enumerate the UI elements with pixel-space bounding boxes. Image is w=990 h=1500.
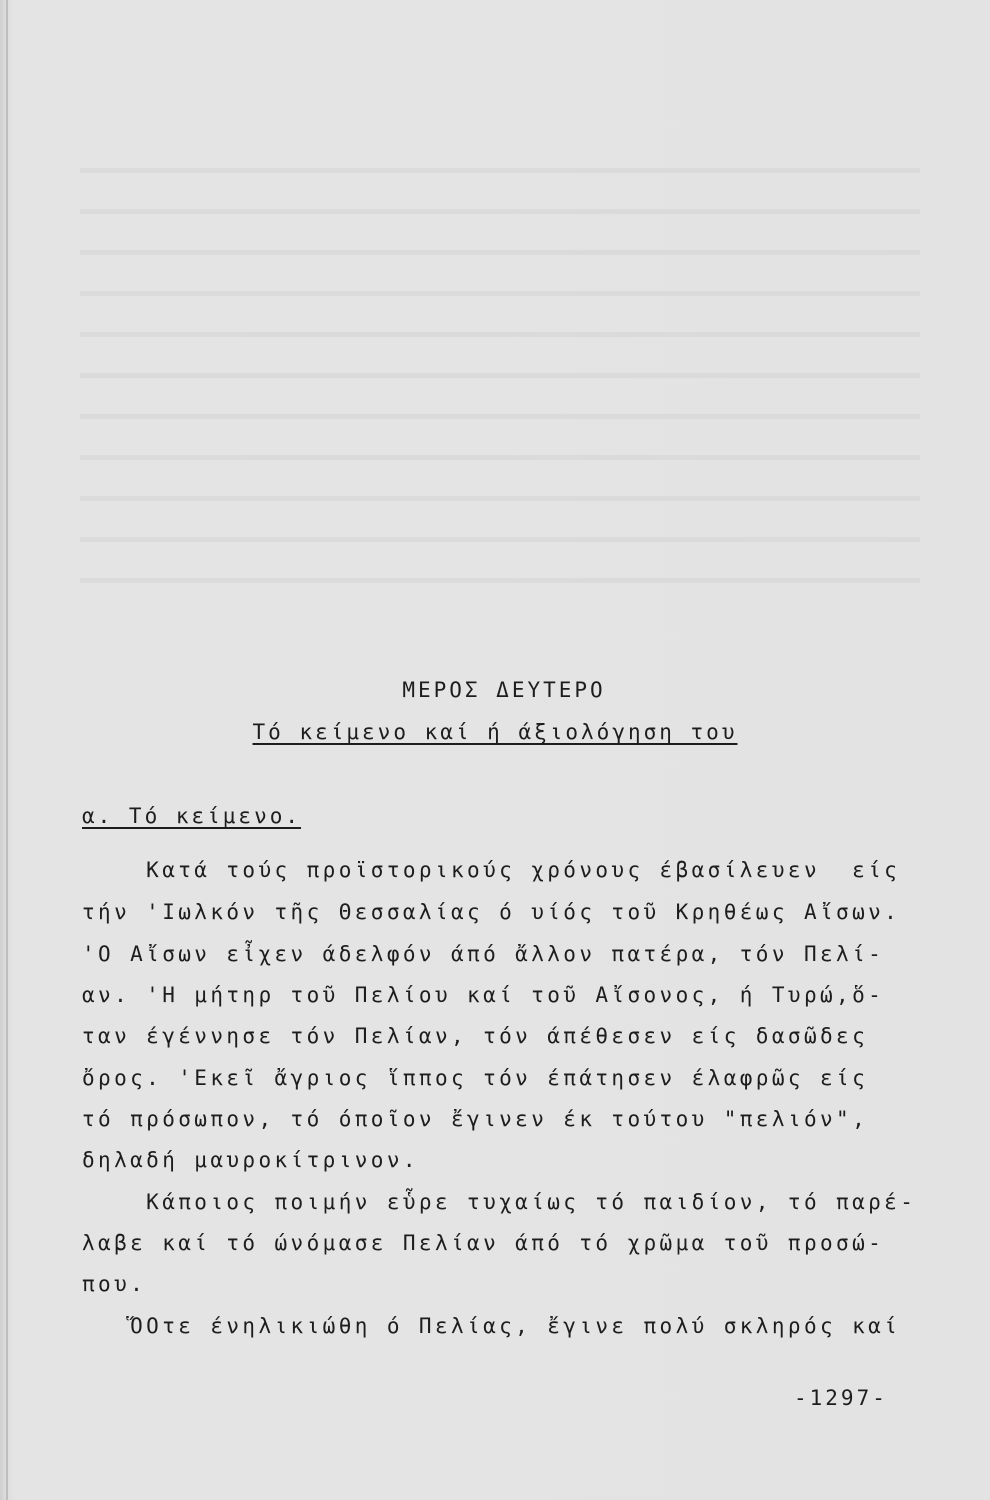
- text-line: τήν 'Ιωλκόν τῆς Θεσσαλίας ό υίός τοῦ Κρηθέως Αἴσων.: [82, 900, 901, 924]
- part-subtitle: [0, 720, 990, 744]
- text-line: ὍΟτε ένηλικιώθη ό Πελίας, ἔγινε πολύ σκληρός καί: [82, 1314, 901, 1338]
- text-line: 'Ο Αἴσων εἶχεν άδελφόν άπό ἄλλον πατέρα, τόν Πελί-: [82, 942, 885, 966]
- text-line: Κατά τούς προϊστορικούς χρόνους έβασίλευεν είς: [82, 858, 901, 882]
- part-heading: ΜΕΡΟΣ ΔΕΥΤΕΡΟ: [402, 678, 606, 702]
- page-number: -1297-: [794, 1386, 888, 1410]
- text-line: δηλαδή μαυροκίτρινον.: [82, 1148, 419, 1172]
- text-line: τό πρόσωπον, τό όποῖον ἔγινεν έκ τούτου "πελιόν",: [82, 1107, 869, 1131]
- section-label: α. Τό κείμενο.: [82, 804, 302, 828]
- part-subtitle-text: Τό κείμενο καί ή άξιολόγηση του: [252, 720, 738, 744]
- text-line: αν. 'Η μήτηρ τοῦ Πελίου καί τοῦ Αἴσονος, ή Τυρώ,ὅ-: [82, 983, 885, 1007]
- text-line: ταν έγέννησε τόν Πελίαν, τόν άπέθεσεν είς δασῶδες: [82, 1024, 869, 1048]
- page-binding-edge: [6, 0, 8, 1500]
- text-line: που.: [82, 1272, 147, 1296]
- text-line: ὄρος. 'Εκεῖ ἄγριος ἵππος τόν έπάτησεν έλαφρῶς είς: [82, 1066, 869, 1090]
- text-line: Κάποιος ποιμήν εὗρε τυχαίως τό παιδίον, τό παρέ-: [82, 1190, 917, 1214]
- show-through-text: [80, 140, 920, 600]
- text-line: λαβε καί τό ώνόμασε Πελίαν άπό τό χρῶμα τοῦ προσώ-: [82, 1231, 885, 1255]
